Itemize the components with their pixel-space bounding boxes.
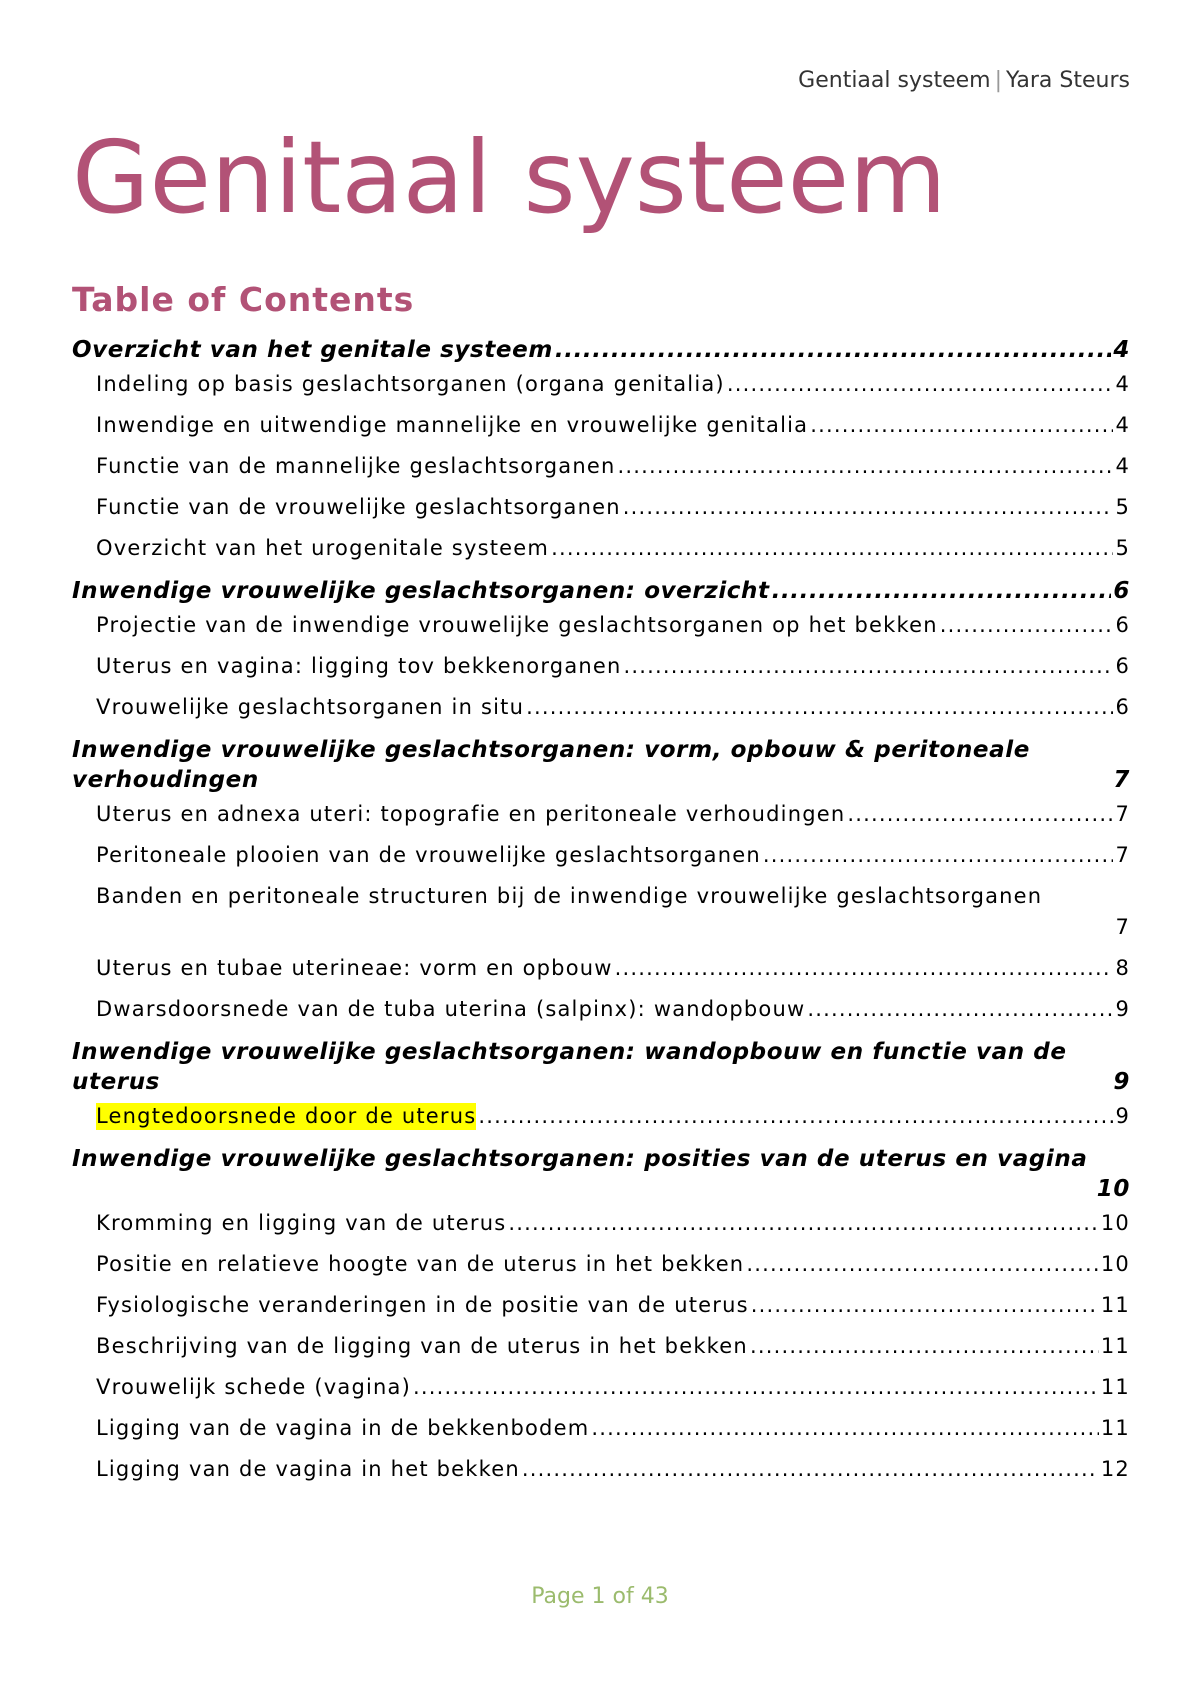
- toc-section-title: Inwendige vrouwelijke geslachtsorganen: posities van de uterus en vagina: [72, 1146, 1088, 1172]
- dot-leader: [763, 842, 1114, 869]
- toc-item[interactable]: [72, 412, 1130, 439]
- toc-page-number: 6: [1113, 578, 1130, 604]
- toc-item-title: Vrouwelijke geslachtsorganen in situ: [96, 695, 525, 719]
- toc-section-leader-row: [72, 1174, 1130, 1204]
- toc-item[interactable]: [72, 801, 1130, 828]
- toc-section-title-line2-row: [72, 1067, 1130, 1097]
- dot-leader: [807, 996, 1113, 1023]
- toc-page-number: 7: [1115, 843, 1130, 867]
- header-author: Yara Steurs: [1006, 68, 1130, 93]
- dot-leader: [750, 1333, 1099, 1360]
- dot-leader: [413, 1374, 1099, 1401]
- table-of-contents: [72, 328, 1130, 1497]
- dot-leader: [772, 576, 1112, 606]
- toc-page-number: 8: [1115, 956, 1130, 980]
- toc-item-title: Fysiologische veranderingen in de positie van de uterus: [96, 1293, 749, 1317]
- toc-section-title-line2: uterus: [72, 1069, 160, 1095]
- toc-page-number: 9: [1113, 1069, 1130, 1095]
- toc-item[interactable]: [72, 612, 1130, 639]
- toc-item[interactable]: [72, 955, 1130, 982]
- toc-page-number: 5: [1115, 536, 1130, 560]
- toc-item-title: Vrouwelijk schede (vagina): [96, 1375, 411, 1399]
- toc-section-title-line1: Inwendige vrouwelijke geslachtsorganen: wandopbouw en functie van de: [72, 1039, 1067, 1065]
- toc-item-title: Projectie van de inwendige vrouwelijke geslachtsorganen op het bekken: [96, 613, 938, 637]
- toc-page-number: 4: [1115, 372, 1130, 396]
- toc-item[interactable]: [72, 653, 1130, 680]
- toc-item[interactable]: [72, 842, 1130, 869]
- toc-page-number: 10: [1100, 1252, 1130, 1276]
- header-document-name: Gentiaal systeem: [798, 68, 991, 93]
- toc-item-title: Ligging van de vagina in de bekkenbodem: [96, 1416, 590, 1440]
- dot-leader: [618, 453, 1114, 480]
- dot-leader: [591, 1415, 1099, 1442]
- toc-section-overzicht-vrouwelijk[interactable]: [72, 576, 1130, 606]
- dot-leader: [478, 1103, 1113, 1130]
- toc-item-title: Positie en relatieve hoogte van de uterus in het bekken: [96, 1252, 745, 1276]
- toc-item[interactable]: [72, 494, 1130, 521]
- document-title: Genitaal systeem: [72, 119, 947, 236]
- toc-section-title-line1: Inwendige vrouwelijke geslachtsorganen: vorm, opbouw & peritoneale: [72, 737, 1030, 763]
- toc-item-title: Dwarsdoorsnede van de tuba uterina (salpinx): wandopbouw: [96, 997, 806, 1021]
- dot-leader: [615, 955, 1114, 982]
- toc-section-title-line2-row: [72, 765, 1130, 795]
- toc-section-overzicht[interactable]: [72, 335, 1130, 365]
- toc-item[interactable]: [72, 1210, 1130, 1237]
- toc-item[interactable]: [72, 1251, 1130, 1278]
- toc-item[interactable]: [72, 1456, 1130, 1483]
- toc-item[interactable]: [72, 1415, 1130, 1442]
- toc-item-title: Ligging van de vagina in het bekken: [96, 1457, 520, 1481]
- toc-item-title: Overzicht van het urogenitale systeem: [96, 536, 550, 560]
- running-header: [798, 68, 1130, 93]
- toc-page-number: 6: [1115, 654, 1130, 678]
- toc-item-title: Functie van de vrouwelijke geslachtsorganen: [96, 495, 621, 519]
- toc-item-title: Kromming en ligging van de uterus: [96, 1211, 507, 1235]
- toc-section-title: Inwendige vrouwelijke geslachtsorganen: overzicht: [72, 578, 770, 604]
- toc-section-title: Overzicht van het genitale systeem: [72, 337, 553, 363]
- toc-heading: Table of Contents: [72, 280, 415, 319]
- toc-item[interactable]: [72, 1333, 1130, 1360]
- toc-page-number: 7: [1115, 802, 1130, 826]
- toc-page-number: 4: [1115, 413, 1130, 437]
- toc-item[interactable]: [72, 883, 1130, 941]
- toc-item-title: Banden en peritoneale structuren bij de inwendige vrouwelijke geslachtsorganen: [96, 884, 1043, 908]
- dot-leader: [847, 801, 1113, 828]
- toc-page-number: 9: [1115, 997, 1130, 1021]
- header-separator: |: [994, 68, 1002, 93]
- dot-leader: [810, 412, 1113, 439]
- toc-item[interactable]: [72, 694, 1130, 721]
- toc-page-number: 4: [1115, 454, 1130, 478]
- toc-item-title: Lengtedoorsnede door de uterus: [96, 1104, 477, 1128]
- toc-item-title: Functie van de mannelijke geslachtsorganen: [96, 454, 616, 478]
- toc-item[interactable]: [72, 453, 1130, 480]
- page-footer: Page 1 of 43: [531, 1584, 669, 1609]
- toc-item-title: Beschrijving van de ligging van de uterus in het bekken: [96, 1334, 748, 1358]
- toc-page-number: 10: [1096, 1176, 1130, 1202]
- toc-item[interactable]: [72, 1292, 1130, 1319]
- toc-item-title: Uterus en tubae uterineae: vorm en opbouw: [96, 956, 613, 980]
- toc-page-number: 12: [1100, 1457, 1130, 1481]
- toc-page-number: 9: [1115, 1104, 1130, 1128]
- toc-page-number: 4: [1113, 337, 1130, 363]
- dot-leader: [940, 612, 1114, 639]
- dot-leader: [623, 494, 1114, 521]
- dot-leader: [746, 1251, 1099, 1278]
- toc-page-number: 10: [1100, 1211, 1130, 1235]
- toc-section-wandopbouw[interactable]: [72, 1037, 1130, 1097]
- toc-item[interactable]: [72, 535, 1130, 562]
- toc-item[interactable]: [72, 1374, 1130, 1401]
- toc-page-number: 6: [1115, 613, 1130, 637]
- toc-section-vorm-opbouw[interactable]: [72, 735, 1130, 795]
- toc-page-number: 5: [1115, 495, 1130, 519]
- dot-leader: [551, 535, 1113, 562]
- toc-section-title-line2: verhoudingen: [72, 767, 259, 793]
- toc-item-title: Inwendige en uitwendige mannelijke en vrouwelijke genitalia: [96, 413, 809, 437]
- toc-item-title: Uterus en vagina: ligging tov bekkenorganen: [96, 654, 622, 678]
- dot-leader: [751, 1292, 1099, 1319]
- toc-page-number: 7: [1113, 767, 1130, 793]
- toc-section-posities[interactable]: [72, 1144, 1130, 1204]
- toc-item-title: Indeling op basis geslachtsorganen (organa genitalia): [96, 372, 725, 396]
- toc-page-number: 7: [1115, 915, 1130, 939]
- dot-leader: [508, 1210, 1098, 1237]
- toc-item-leader-row: [96, 914, 1130, 941]
- dot-leader: [555, 335, 1111, 365]
- toc-page-number: 11: [1100, 1375, 1130, 1399]
- toc-item[interactable]: [72, 371, 1130, 398]
- dot-leader: [624, 653, 1114, 680]
- toc-page-number: 11: [1100, 1416, 1130, 1440]
- toc-page-number: 11: [1100, 1334, 1130, 1358]
- dot-leader: [522, 1456, 1099, 1483]
- toc-item[interactable]: [72, 996, 1130, 1023]
- toc-page-number: 11: [1100, 1293, 1130, 1317]
- dot-leader: [727, 371, 1114, 398]
- toc-item-title: Uterus en adnexa uteri: topografie en peritoneale verhoudingen: [96, 802, 846, 826]
- dot-leader: [526, 694, 1113, 721]
- toc-item-highlighted[interactable]: [72, 1103, 1130, 1130]
- toc-page-number: 6: [1115, 695, 1130, 719]
- toc-item-title: Peritoneale plooien van de vrouwelijke geslachtsorganen: [96, 843, 761, 867]
